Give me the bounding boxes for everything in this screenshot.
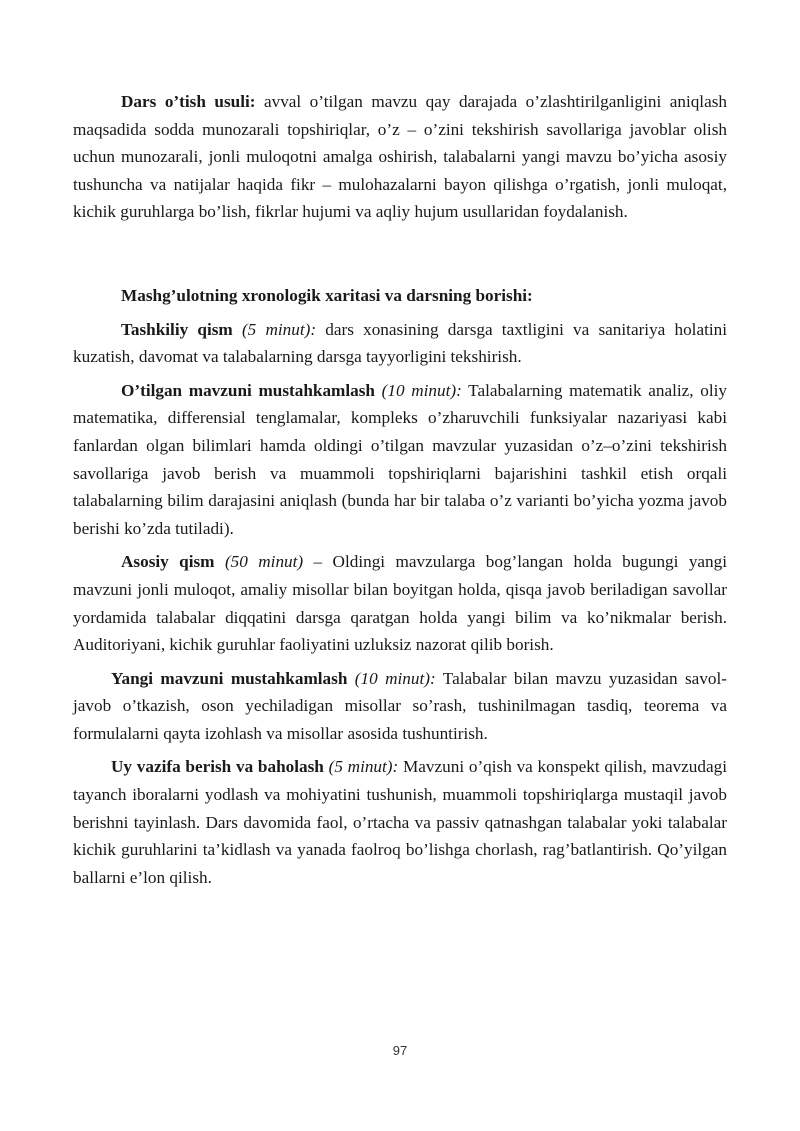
lesson-method-title: Dars o’tish usuli: — [121, 92, 256, 111]
organizational-time: (5 minut): — [241, 319, 317, 339]
lesson-method-text: avval o’tilgan mavzu qay darajada o’zlashtirilganligini aniqlash maqsadida sodda munozarali topshiriqlar, o’z – o’zini tekshirish savollariga javoblar olish uchun munozarali, jonli muloqotni amalga oshirish, talabalarni yangi mavzu bo’yicha asosiy tushuncha va natijalar haqida fikr – mulohazalarni bayon qilishga o’rgatish, jonli muloqat, kichik guruhlarga bo’lish, fikrlar hujumi va aqliy hujum usullaridan foydalanish. — [73, 92, 727, 222]
organizational-text: dars xonasining darsga taxtligini va sanitariya holatini kuzatish, davomat va talabalarning darsga tayyorligini tekshirish. — [73, 319, 728, 367]
homework-title: Uy vazifa berish va baholash — [111, 757, 324, 777]
main-part-time: (50 minut) — [224, 552, 304, 572]
chronology-heading-text: Mashg’ulotning xronologik xaritasi va darsning borishi: — [121, 285, 533, 305]
organizational-title: Tashkiliy qism — [121, 319, 233, 339]
new-review-title: Yangi mavzuni mustahkamlash — [111, 668, 348, 688]
paragraph-main-part — [73, 548, 727, 658]
paragraph-homework — [73, 753, 727, 891]
page-number: 97 — [392, 1043, 408, 1058]
chronology-heading — [73, 282, 727, 310]
paragraph-new-review — [73, 665, 727, 748]
homework-text: Mavzuni o’qish va konspekt qilish, mavzudagi tayanch iboralarni yodlash va mohiyatini tushunish, muammoli topshiriqlarga mustaqil javob berishni tayinlash. Dars davomida faol, o’rtacha va passiv qatnashgan talabalar yoki talabalar kichik guruhlarini ta’kidlash va yanada faolroq bo’lishga chorlash, rag’batlantirish. Qo’yilgan ballarni e’lon qilish. — [73, 757, 727, 887]
homework-time: (5 minut): — [328, 757, 399, 777]
new-review-text: Talabalar bilan mavzu yuzasidan savol-javob o’tkazish, oson yechiladigan misollar so’rash, tushinilmagan tasdiq, teorema va formulalarni qayta izohlash va misollar asosida tushuntirish. — [73, 668, 728, 743]
paragraph-organizational — [73, 316, 727, 371]
new-review-time: (10 minut): — [354, 668, 436, 688]
document-page — [73, 88, 727, 891]
main-part-text: – Oldingi mavzularga bog’langan holda bugungi yangi mavzuni jonli muloqot, amaliy misollar bilan boyitgan holda, qisqa javob beriladigan savollar yordamida talabalar diqqatini darsga qaratgan holda yangi bilim va ko’nikmalar berish. Auditoriyani, kichik guruhlar faoliyatini uzluksiz nazorat qilib borish. — [73, 552, 728, 655]
paragraph-lesson-method — [73, 88, 727, 226]
paragraph-review — [73, 377, 727, 543]
review-text: Talabalarning matematik analiz, oliy matematika, differensial tenglamalar, kompleks o’zharuvchili funksiyalar nazariyasi kabi fanlardan olgan bilimlari hamda oldingi o’tilgan mavzular yuzasidan o’z–o’zini tekshirish savollariga javob berish va muammoli topshiriqlarni bajarishini tashkil etish orqali talabalarning bilim darajasini aniqlash (bunda har bir talaba o’z varianti bo’yicha yozma javob berishi ko’zda tutiladi). — [73, 380, 727, 538]
review-time: (10 minut): — [381, 380, 462, 400]
main-part-title: Asosiy qism — [121, 552, 215, 572]
review-title: O’tilgan mavzuni mustahkamlash — [121, 380, 375, 400]
